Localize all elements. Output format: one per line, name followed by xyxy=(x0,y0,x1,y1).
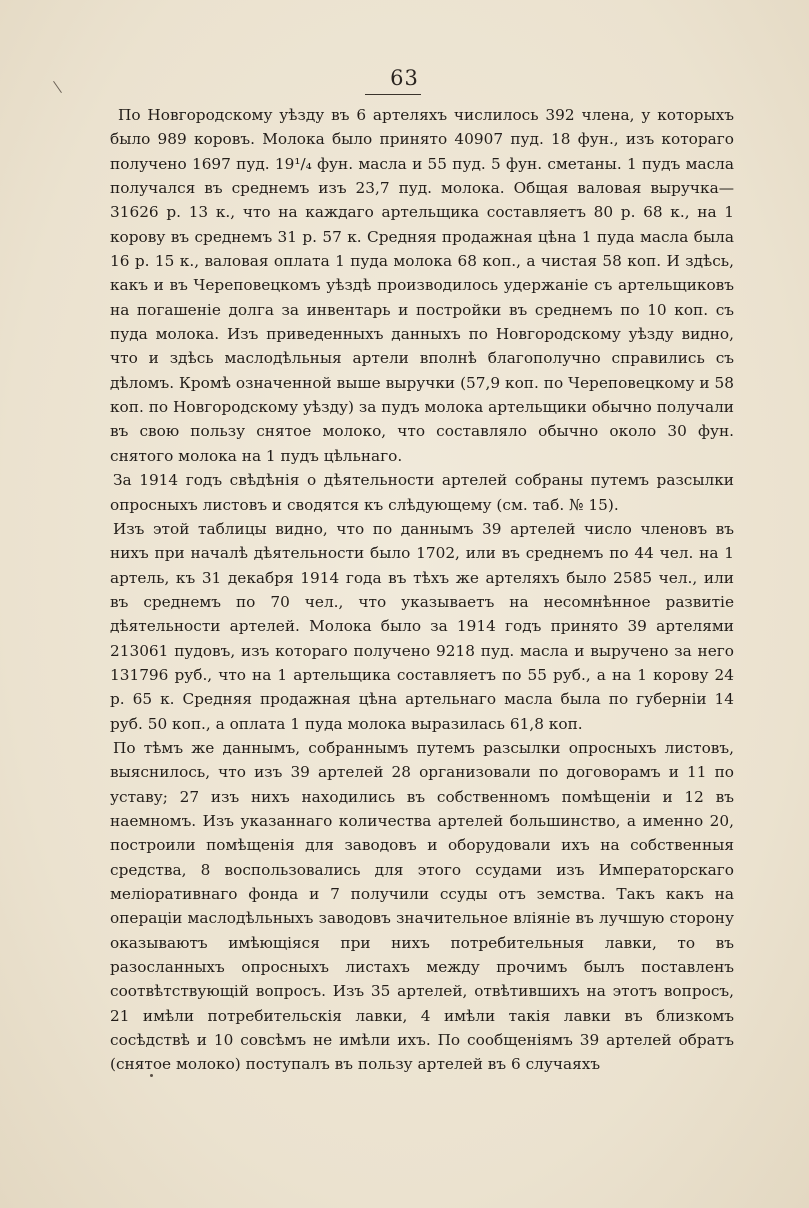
paragraph-1914-survey: За 1914 годъ свѣдѣнія о дѣятельности артелей собраны путемъ разсылки опросныхъ листовъ и сводятся къ слѣдующему (см. таб. № 15). xyxy=(110,471,734,514)
page-number: 63 xyxy=(390,66,419,90)
ink-speck xyxy=(150,1074,153,1077)
paragraph-artel-organization: По тѣмъ же даннымъ, собраннымъ путемъ разсылки опросныхъ листовъ, выяснилось, что изъ 39 артелей 28 организовали по договорамъ и 11 по уставу; 27 изъ нихъ находились въ собственномъ помѣщеніи и 12 въ наемномъ. Изъ указаннаго количества артелей большинство, а именно 20, построили помѣщенія для заводовъ и оборудовали ихъ на собственныя средства, 8 воспользовались для этого ссудами изъ Императорскаго меліоративнаго фонда и 7 получили ссуды отъ земства. Такъ какъ на операціи маслодѣльныхъ заводовъ значительное вліяніе въ лучшую сторону оказываютъ имѣющіяся при нихъ потребительныя лавки, то въ разосланныхъ опросныхъ листахъ между прочимъ былъ поставленъ соотвѣтствующій вопросъ. Изъ 35 артелей, отвѣтившихъ на этотъ вопросъ, 21 имѣли потребительскія лавки, 4 имѣли такія лавки въ близкомъ сосѣдствѣ и 10 совсѣмъ не имѣли ихъ. По сообщеніямъ 39 артелей обратъ (снятое молоко) поступалъ въ пользу артелей въ 6 случаяхъ xyxy=(110,738,734,1074)
body-text xyxy=(110,103,734,1077)
paragraph-novgorod-uezd: По Новгородскому уѣзду въ 6 артеляхъ числилось 392 члена, у которыхъ было 989 коровъ. Молока было принято 40907 пуд. 18 фун., изъ котораго получено 1697 пуд. 19¹/₄ фун. масла и 55 пуд. 5 фун. сметаны. 1 пудъ масла получался въ среднемъ изъ 23,7 пуд. молока. Общая валовая выручка—31626 р. 13 к., что на каждаго артельщика составляетъ 80 р. 68 к., на 1 корову въ среднемъ 31 р. 57 к. Средняя продажная цѣна 1 пуда масла была 16 р. 15 к., валовая оплата 1 пуда молока 68 коп., а чистая 58 коп. И здѣсь, какъ и въ Череповецкомъ уѣздѣ производилось удержаніе съ артельщиковъ на погашеніе долга за инвентарь и постройки въ среднемъ по 10 коп. съ пуда молока. Изъ приведенныхъ данныхъ по Новгородскому уѣзду видно, что и здѣсь маслодѣльныя артели вполнѣ благополучно справились съ дѣломъ. Кромѣ означенной выше выручки (57,9 коп. по Череповецкому и 58 коп. по Новгородскому уѣзду) за пудъ молока артельщики обычно получали въ свою пользу снятое молоко, что составляло обычно около 30 фун. снятого молока на 1 пудъ цѣльнаго. xyxy=(110,106,734,465)
paragraph-table-15-summary: Изъ этой таблицы видно, что по даннымъ 39 артелей число членовъ въ нихъ при началѣ дѣятельности было 1702, или въ среднемъ по 44 чел. на 1 артель, къ 31 декабря 1914 года въ тѣхъ же артеляхъ было 2585 чел., или въ среднемъ по 70 чел., что указываетъ на несомнѣнное развитіе дѣятельности артелей. Молока было за 1914 годъ принято 39 артелями 213061 пудовъ, изъ котораго получено 9218 пуд. масла и выручено за него 131796 руб., что на 1 артельщика составляетъ по 55 руб., а на 1 корову 24 р. 65 к. Средняя продажная цѣна артельнаго масла была по губерніи 14 руб. 50 коп., а оплата 1 пуда молока выразилась 61,8 коп. xyxy=(110,519,734,733)
page-number-rule xyxy=(365,94,421,95)
